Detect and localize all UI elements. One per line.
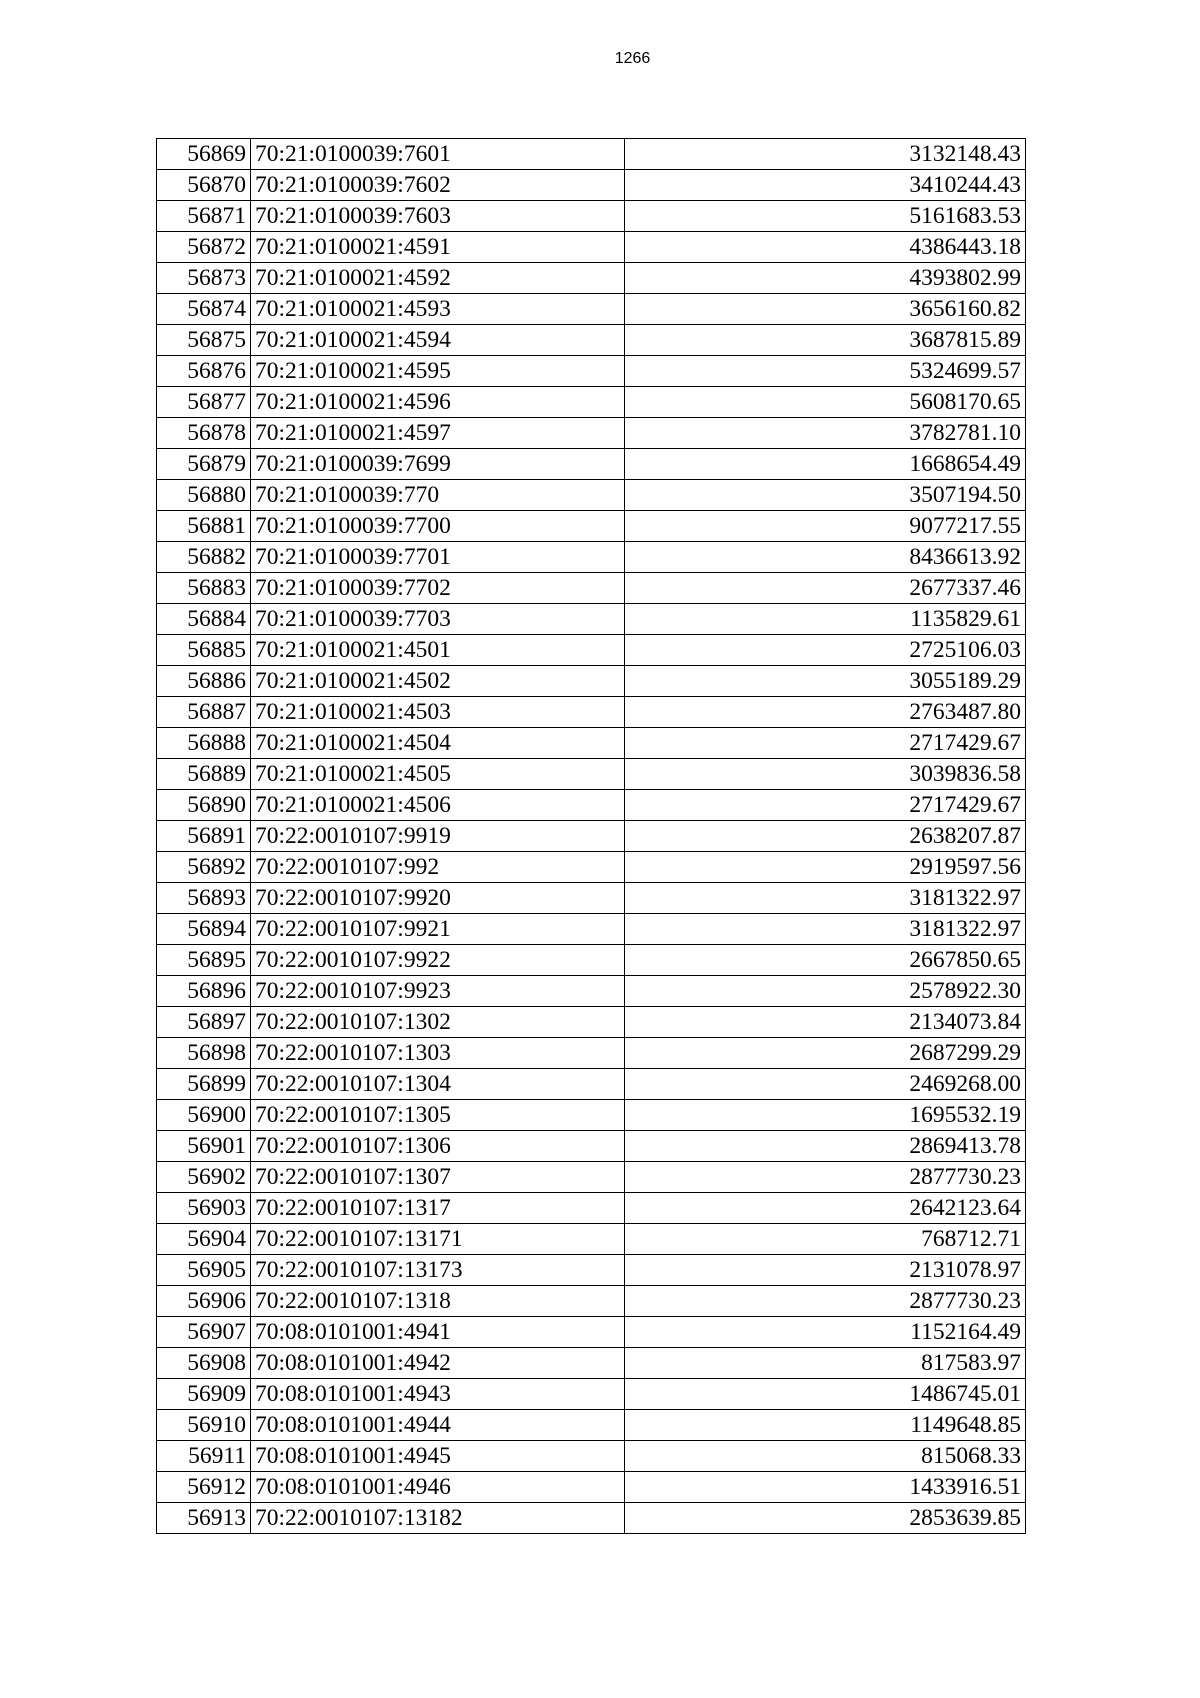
cadastral-number-cell: 70:22:0010107:1305 — [251, 1100, 625, 1131]
cadastral-number-cell: 70:22:0010107:1317 — [251, 1193, 625, 1224]
cadastral-value-cell: 3055189.29 — [625, 666, 1026, 697]
row-number-cell: 56898 — [157, 1038, 251, 1069]
row-number-cell: 56873 — [157, 263, 251, 294]
table-row — [157, 1193, 1026, 1224]
cadastral-number-cell: 70:21:0100039:7701 — [251, 542, 625, 573]
cadastral-value-cell: 2677337.46 — [625, 573, 1026, 604]
row-number-cell: 56913 — [157, 1503, 251, 1534]
cadastral-value-cell: 1152164.49 — [625, 1317, 1026, 1348]
cadastral-number-cell: 70:22:0010107:13171 — [251, 1224, 625, 1255]
cadastral-number-cell: 70:22:0010107:9920 — [251, 883, 625, 914]
cadastral-value-cell: 1668654.49 — [625, 449, 1026, 480]
row-number-cell: 56886 — [157, 666, 251, 697]
table-row — [157, 883, 1026, 914]
cadastral-number-cell: 70:08:0101001:4945 — [251, 1441, 625, 1472]
cadastral-number-cell: 70:22:0010107:13182 — [251, 1503, 625, 1534]
table-row — [157, 418, 1026, 449]
cadastral-number-cell: 70:22:0010107:9922 — [251, 945, 625, 976]
table-row — [157, 1503, 1026, 1534]
cadastral-value-cell: 1486745.01 — [625, 1379, 1026, 1410]
row-number-cell: 56871 — [157, 201, 251, 232]
row-number-cell: 56890 — [157, 790, 251, 821]
row-number-cell: 56895 — [157, 945, 251, 976]
row-number-cell: 56907 — [157, 1317, 251, 1348]
table-row — [157, 139, 1026, 170]
row-number-cell: 56893 — [157, 883, 251, 914]
cadastral-number-cell: 70:08:0101001:4946 — [251, 1472, 625, 1503]
row-number-cell: 56904 — [157, 1224, 251, 1255]
cadastral-value-cell: 2877730.23 — [625, 1162, 1026, 1193]
table-row — [157, 1224, 1026, 1255]
table-row — [157, 356, 1026, 387]
row-number-cell: 56879 — [157, 449, 251, 480]
row-number-cell: 56889 — [157, 759, 251, 790]
row-number-cell: 56880 — [157, 480, 251, 511]
row-number-cell: 56901 — [157, 1131, 251, 1162]
cadastral-number-cell: 70:22:0010107:1307 — [251, 1162, 625, 1193]
table-row — [157, 1472, 1026, 1503]
table-row — [157, 1441, 1026, 1472]
cadastral-value-cell: 815068.33 — [625, 1441, 1026, 1472]
row-number-cell: 56910 — [157, 1410, 251, 1441]
row-number-cell: 56883 — [157, 573, 251, 604]
cadastral-value-cell: 8436613.92 — [625, 542, 1026, 573]
cadastral-value-cell: 1433916.51 — [625, 1472, 1026, 1503]
cadastral-value-cell: 5324699.57 — [625, 356, 1026, 387]
table-row — [157, 728, 1026, 759]
table-row — [157, 1038, 1026, 1069]
cadastral-value-cell: 5608170.65 — [625, 387, 1026, 418]
cadastral-value-cell: 2877730.23 — [625, 1286, 1026, 1317]
table-row — [157, 1317, 1026, 1348]
cadastral-value-cell: 2687299.29 — [625, 1038, 1026, 1069]
cadastral-number-cell: 70:21:0100021:4506 — [251, 790, 625, 821]
cadastral-value-cell: 1695532.19 — [625, 1100, 1026, 1131]
cadastral-number-cell: 70:22:0010107:992 — [251, 852, 625, 883]
table-row — [157, 759, 1026, 790]
cadastral-number-cell: 70:21:0100039:7703 — [251, 604, 625, 635]
cadastral-value-cell: 3039836.58 — [625, 759, 1026, 790]
table-row — [157, 1348, 1026, 1379]
cadastral-number-cell: 70:21:0100021:4596 — [251, 387, 625, 418]
table-row — [157, 1131, 1026, 1162]
cadastral-number-cell: 70:21:0100039:7603 — [251, 201, 625, 232]
cadastral-value-cell: 4386443.18 — [625, 232, 1026, 263]
table-row — [157, 1255, 1026, 1286]
cadastral-number-cell: 70:21:0100039:7700 — [251, 511, 625, 542]
cadastral-number-cell: 70:08:0101001:4943 — [251, 1379, 625, 1410]
row-number-cell: 56894 — [157, 914, 251, 945]
row-number-cell: 56900 — [157, 1100, 251, 1131]
cadastral-value-cell: 2763487.80 — [625, 697, 1026, 728]
table-row — [157, 263, 1026, 294]
cadastral-value-cell: 2869413.78 — [625, 1131, 1026, 1162]
table-row — [157, 387, 1026, 418]
cadastral-number-cell: 70:22:0010107:1318 — [251, 1286, 625, 1317]
table-row — [157, 666, 1026, 697]
row-number-cell: 56899 — [157, 1069, 251, 1100]
row-number-cell: 56911 — [157, 1441, 251, 1472]
cadastral-number-cell: 70:21:0100039:7601 — [251, 139, 625, 170]
cadastral-number-cell: 70:22:0010107:9923 — [251, 976, 625, 1007]
table-body — [157, 139, 1026, 1534]
table-row — [157, 449, 1026, 480]
cadastral-value-cell: 3687815.89 — [625, 325, 1026, 356]
row-number-cell: 56903 — [157, 1193, 251, 1224]
cadastral-number-cell: 70:22:0010107:1302 — [251, 1007, 625, 1038]
cadastral-value-cell: 2131078.97 — [625, 1255, 1026, 1286]
cadastral-number-cell: 70:22:0010107:13173 — [251, 1255, 625, 1286]
cadastral-number-cell: 70:21:0100021:4504 — [251, 728, 625, 759]
table-row — [157, 201, 1026, 232]
cadastral-value-cell: 3656160.82 — [625, 294, 1026, 325]
table-row — [157, 790, 1026, 821]
row-number-cell: 56874 — [157, 294, 251, 325]
cadastral-value-cell: 2578922.30 — [625, 976, 1026, 1007]
cadastral-value-cell: 1135829.61 — [625, 604, 1026, 635]
cadastral-number-cell: 70:22:0010107:9919 — [251, 821, 625, 852]
cadastral-number-cell: 70:22:0010107:1303 — [251, 1038, 625, 1069]
row-number-cell: 56885 — [157, 635, 251, 666]
row-number-cell: 56906 — [157, 1286, 251, 1317]
cadastral-value-cell: 3782781.10 — [625, 418, 1026, 449]
row-number-cell: 56897 — [157, 1007, 251, 1038]
table-row — [157, 1410, 1026, 1441]
cadastral-number-cell: 70:21:0100021:4595 — [251, 356, 625, 387]
row-number-cell: 56882 — [157, 542, 251, 573]
cadastral-number-cell: 70:08:0101001:4941 — [251, 1317, 625, 1348]
cadastral-value-cell: 817583.97 — [625, 1348, 1026, 1379]
table-row — [157, 697, 1026, 728]
cadastral-value-cell: 3132148.43 — [625, 139, 1026, 170]
row-number-cell: 56887 — [157, 697, 251, 728]
row-number-cell: 56888 — [157, 728, 251, 759]
cadastral-number-cell: 70:21:0100021:4503 — [251, 697, 625, 728]
cadastral-value-cell: 3507194.50 — [625, 480, 1026, 511]
cadastral-value-cell: 2134073.84 — [625, 1007, 1026, 1038]
row-number-cell: 56892 — [157, 852, 251, 883]
cadastral-number-cell: 70:21:0100039:770 — [251, 480, 625, 511]
row-number-cell: 56902 — [157, 1162, 251, 1193]
cadastral-value-cell: 768712.71 — [625, 1224, 1026, 1255]
row-number-cell: 56869 — [157, 139, 251, 170]
cadastral-number-cell: 70:21:0100039:7699 — [251, 449, 625, 480]
cadastral-value-cell: 2638207.87 — [625, 821, 1026, 852]
table-row — [157, 945, 1026, 976]
cadastral-value-cell: 2853639.85 — [625, 1503, 1026, 1534]
cadastral-number-cell: 70:21:0100021:4502 — [251, 666, 625, 697]
cadastral-number-cell: 70:08:0101001:4942 — [251, 1348, 625, 1379]
cadastral-number-cell: 70:21:0100021:4591 — [251, 232, 625, 263]
cadastral-value-cell: 2919597.56 — [625, 852, 1026, 883]
table-row — [157, 170, 1026, 201]
table-row — [157, 1162, 1026, 1193]
table-row — [157, 480, 1026, 511]
table-row — [157, 1286, 1026, 1317]
cadastral-number-cell: 70:22:0010107:1304 — [251, 1069, 625, 1100]
row-number-cell: 56872 — [157, 232, 251, 263]
table-row — [157, 325, 1026, 356]
table-row — [157, 604, 1026, 635]
cadastral-value-cell: 2725106.03 — [625, 635, 1026, 666]
row-number-cell: 56909 — [157, 1379, 251, 1410]
row-number-cell: 56876 — [157, 356, 251, 387]
table-row — [157, 914, 1026, 945]
cadastral-value-table — [156, 138, 1026, 1534]
table-row — [157, 852, 1026, 883]
cadastral-value-cell: 4393802.99 — [625, 263, 1026, 294]
cadastral-value-cell: 2642123.64 — [625, 1193, 1026, 1224]
table-row — [157, 976, 1026, 1007]
table-row — [157, 821, 1026, 852]
cadastral-value-cell: 9077217.55 — [625, 511, 1026, 542]
row-number-cell: 56896 — [157, 976, 251, 1007]
cadastral-value-cell: 2469268.00 — [625, 1069, 1026, 1100]
cadastral-number-cell: 70:21:0100039:7702 — [251, 573, 625, 604]
cadastral-number-cell: 70:21:0100021:4593 — [251, 294, 625, 325]
row-number-cell: 56912 — [157, 1472, 251, 1503]
cadastral-number-cell: 70:21:0100021:4501 — [251, 635, 625, 666]
cadastral-number-cell: 70:08:0101001:4944 — [251, 1410, 625, 1441]
cadastral-value-cell: 3410244.43 — [625, 170, 1026, 201]
row-number-cell: 56891 — [157, 821, 251, 852]
row-number-cell: 56884 — [157, 604, 251, 635]
row-number-cell: 56878 — [157, 418, 251, 449]
cadastral-value-cell: 2717429.67 — [625, 790, 1026, 821]
table-row — [157, 573, 1026, 604]
cadastral-number-cell: 70:21:0100021:4597 — [251, 418, 625, 449]
row-number-cell: 56875 — [157, 325, 251, 356]
table-row — [157, 1100, 1026, 1131]
row-number-cell: 56877 — [157, 387, 251, 418]
cadastral-number-cell: 70:21:0100021:4505 — [251, 759, 625, 790]
table-row — [157, 1379, 1026, 1410]
row-number-cell: 56908 — [157, 1348, 251, 1379]
cadastral-value-cell: 3181322.97 — [625, 914, 1026, 945]
table-row — [157, 1069, 1026, 1100]
page-number: 1266 — [614, 50, 651, 67]
table-row — [157, 542, 1026, 573]
table-row — [157, 294, 1026, 325]
cadastral-number-cell: 70:22:0010107:1306 — [251, 1131, 625, 1162]
cadastral-value-cell: 3181322.97 — [625, 883, 1026, 914]
cadastral-value-cell: 2667850.65 — [625, 945, 1026, 976]
cadastral-value-cell: 1149648.85 — [625, 1410, 1026, 1441]
cadastral-number-cell: 70:21:0100039:7602 — [251, 170, 625, 201]
table-row — [157, 511, 1026, 542]
cadastral-value-cell: 5161683.53 — [625, 201, 1026, 232]
table-row — [157, 1007, 1026, 1038]
cadastral-number-cell: 70:21:0100021:4594 — [251, 325, 625, 356]
row-number-cell: 56881 — [157, 511, 251, 542]
cadastral-number-cell: 70:21:0100021:4592 — [251, 263, 625, 294]
cadastral-number-cell: 70:22:0010107:9921 — [251, 914, 625, 945]
row-number-cell: 56870 — [157, 170, 251, 201]
row-number-cell: 56905 — [157, 1255, 251, 1286]
table-row — [157, 232, 1026, 263]
table-row — [157, 635, 1026, 666]
cadastral-value-cell: 2717429.67 — [625, 728, 1026, 759]
